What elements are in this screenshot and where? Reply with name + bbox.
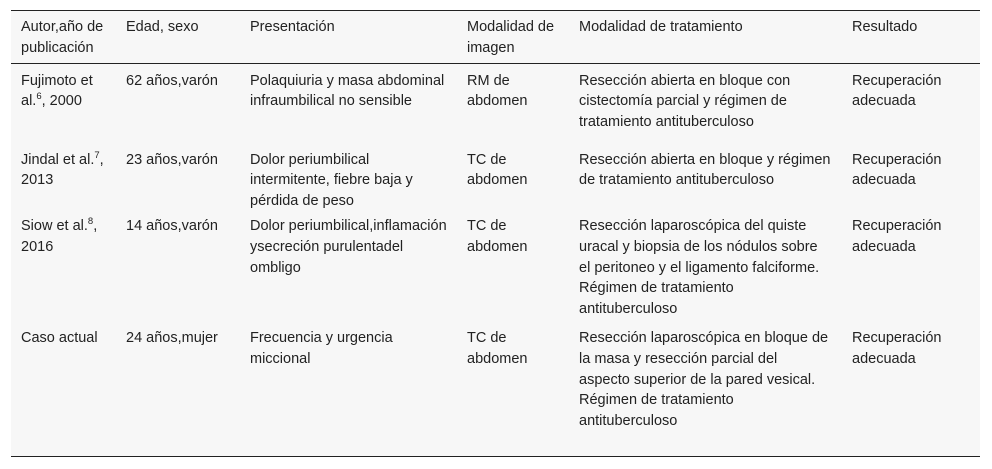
cell-presentation: Frecuencia y urgencia miccional <box>250 329 393 367</box>
cell-presentation: Dolor periumbilical,inflamación ysecreción purulentadel ombligo <box>250 217 447 276</box>
header-age-sex: Edad, sexo <box>116 11 240 63</box>
reference-number: 8 <box>87 216 94 228</box>
cell-treatment: Resección abierta en bloque y régimen de tratamiento antituberculoso <box>579 151 831 189</box>
cell-imaging: TC de abdomen <box>467 217 528 255</box>
reference-number: 7 <box>94 149 100 161</box>
header-treatment: Modalidad de tratamiento <box>569 11 842 63</box>
table-row <box>11 63 980 149</box>
publication-year: , 2013 <box>21 151 104 189</box>
cell-treatment: Resección laparoscópica en bloque de la masa y resección parcial del aspecto superior de la pared vesical. Régimen de tratamiento antituberculoso <box>579 329 829 430</box>
cell-outcome: Recuperación adecuada <box>852 72 942 110</box>
cell-outcome: Recuperación adecuada <box>852 151 942 189</box>
literature-table <box>11 11 980 432</box>
cell-treatment: Resección abierta en bloque con cistectomía parcial y régimen de tratamiento antituberculoso <box>579 72 791 131</box>
cell-treatment: Resección laparoscópica del quiste uracal y biopsia de los nódulos sobre el peritoneo y el ligamento falciforme. Régimen de tratamiento antituberculoso <box>579 217 820 318</box>
cell-imaging: RM de abdomen <box>467 72 528 110</box>
cell-author-year <box>11 320 116 432</box>
cell-presentation: Dolor periumbilical intermitente, fiebre baja y pérdida de peso <box>250 151 413 210</box>
cell-author-year <box>11 63 116 149</box>
publication-year: , 2016 <box>21 217 98 255</box>
author-name: Caso actual <box>21 329 98 346</box>
cell-outcome: Recuperación adecuada <box>852 329 942 367</box>
table-header-row <box>11 11 980 63</box>
cell-age-sex: 62 años,varón <box>126 72 218 89</box>
table-row <box>11 212 980 320</box>
table-container <box>11 10 980 457</box>
publication-year: , 2000 <box>41 93 82 110</box>
author-name: Siow et al. <box>21 217 88 234</box>
cell-imaging: TC de abdomen <box>467 151 528 189</box>
reference-number: 6 <box>36 91 42 103</box>
cell-age-sex: 14 años,varón <box>126 217 218 234</box>
cell-imaging: TC de abdomen <box>467 329 528 367</box>
header-author-year: Autor,año de publicación <box>11 11 116 63</box>
cell-age-sex: 23 años,varón <box>126 151 218 168</box>
author-name: Fujimoto et al. <box>21 72 93 110</box>
cell-outcome: Recuperación adecuada <box>852 217 942 255</box>
cell-author-year <box>11 212 116 320</box>
table-row <box>11 320 980 432</box>
header-outcome: Resultado <box>842 11 980 63</box>
cell-author-year <box>11 149 116 212</box>
header-imaging: Modalidad de imagen <box>457 11 569 63</box>
author-name: Jindal et al. <box>21 151 95 168</box>
header-presentation: Presentación <box>240 11 457 63</box>
table-row <box>11 149 980 212</box>
cell-presentation: Polaquiuria y masa abdominal infraumbilical no sensible <box>250 72 445 110</box>
cell-age-sex: 24 años,mujer <box>126 329 218 346</box>
